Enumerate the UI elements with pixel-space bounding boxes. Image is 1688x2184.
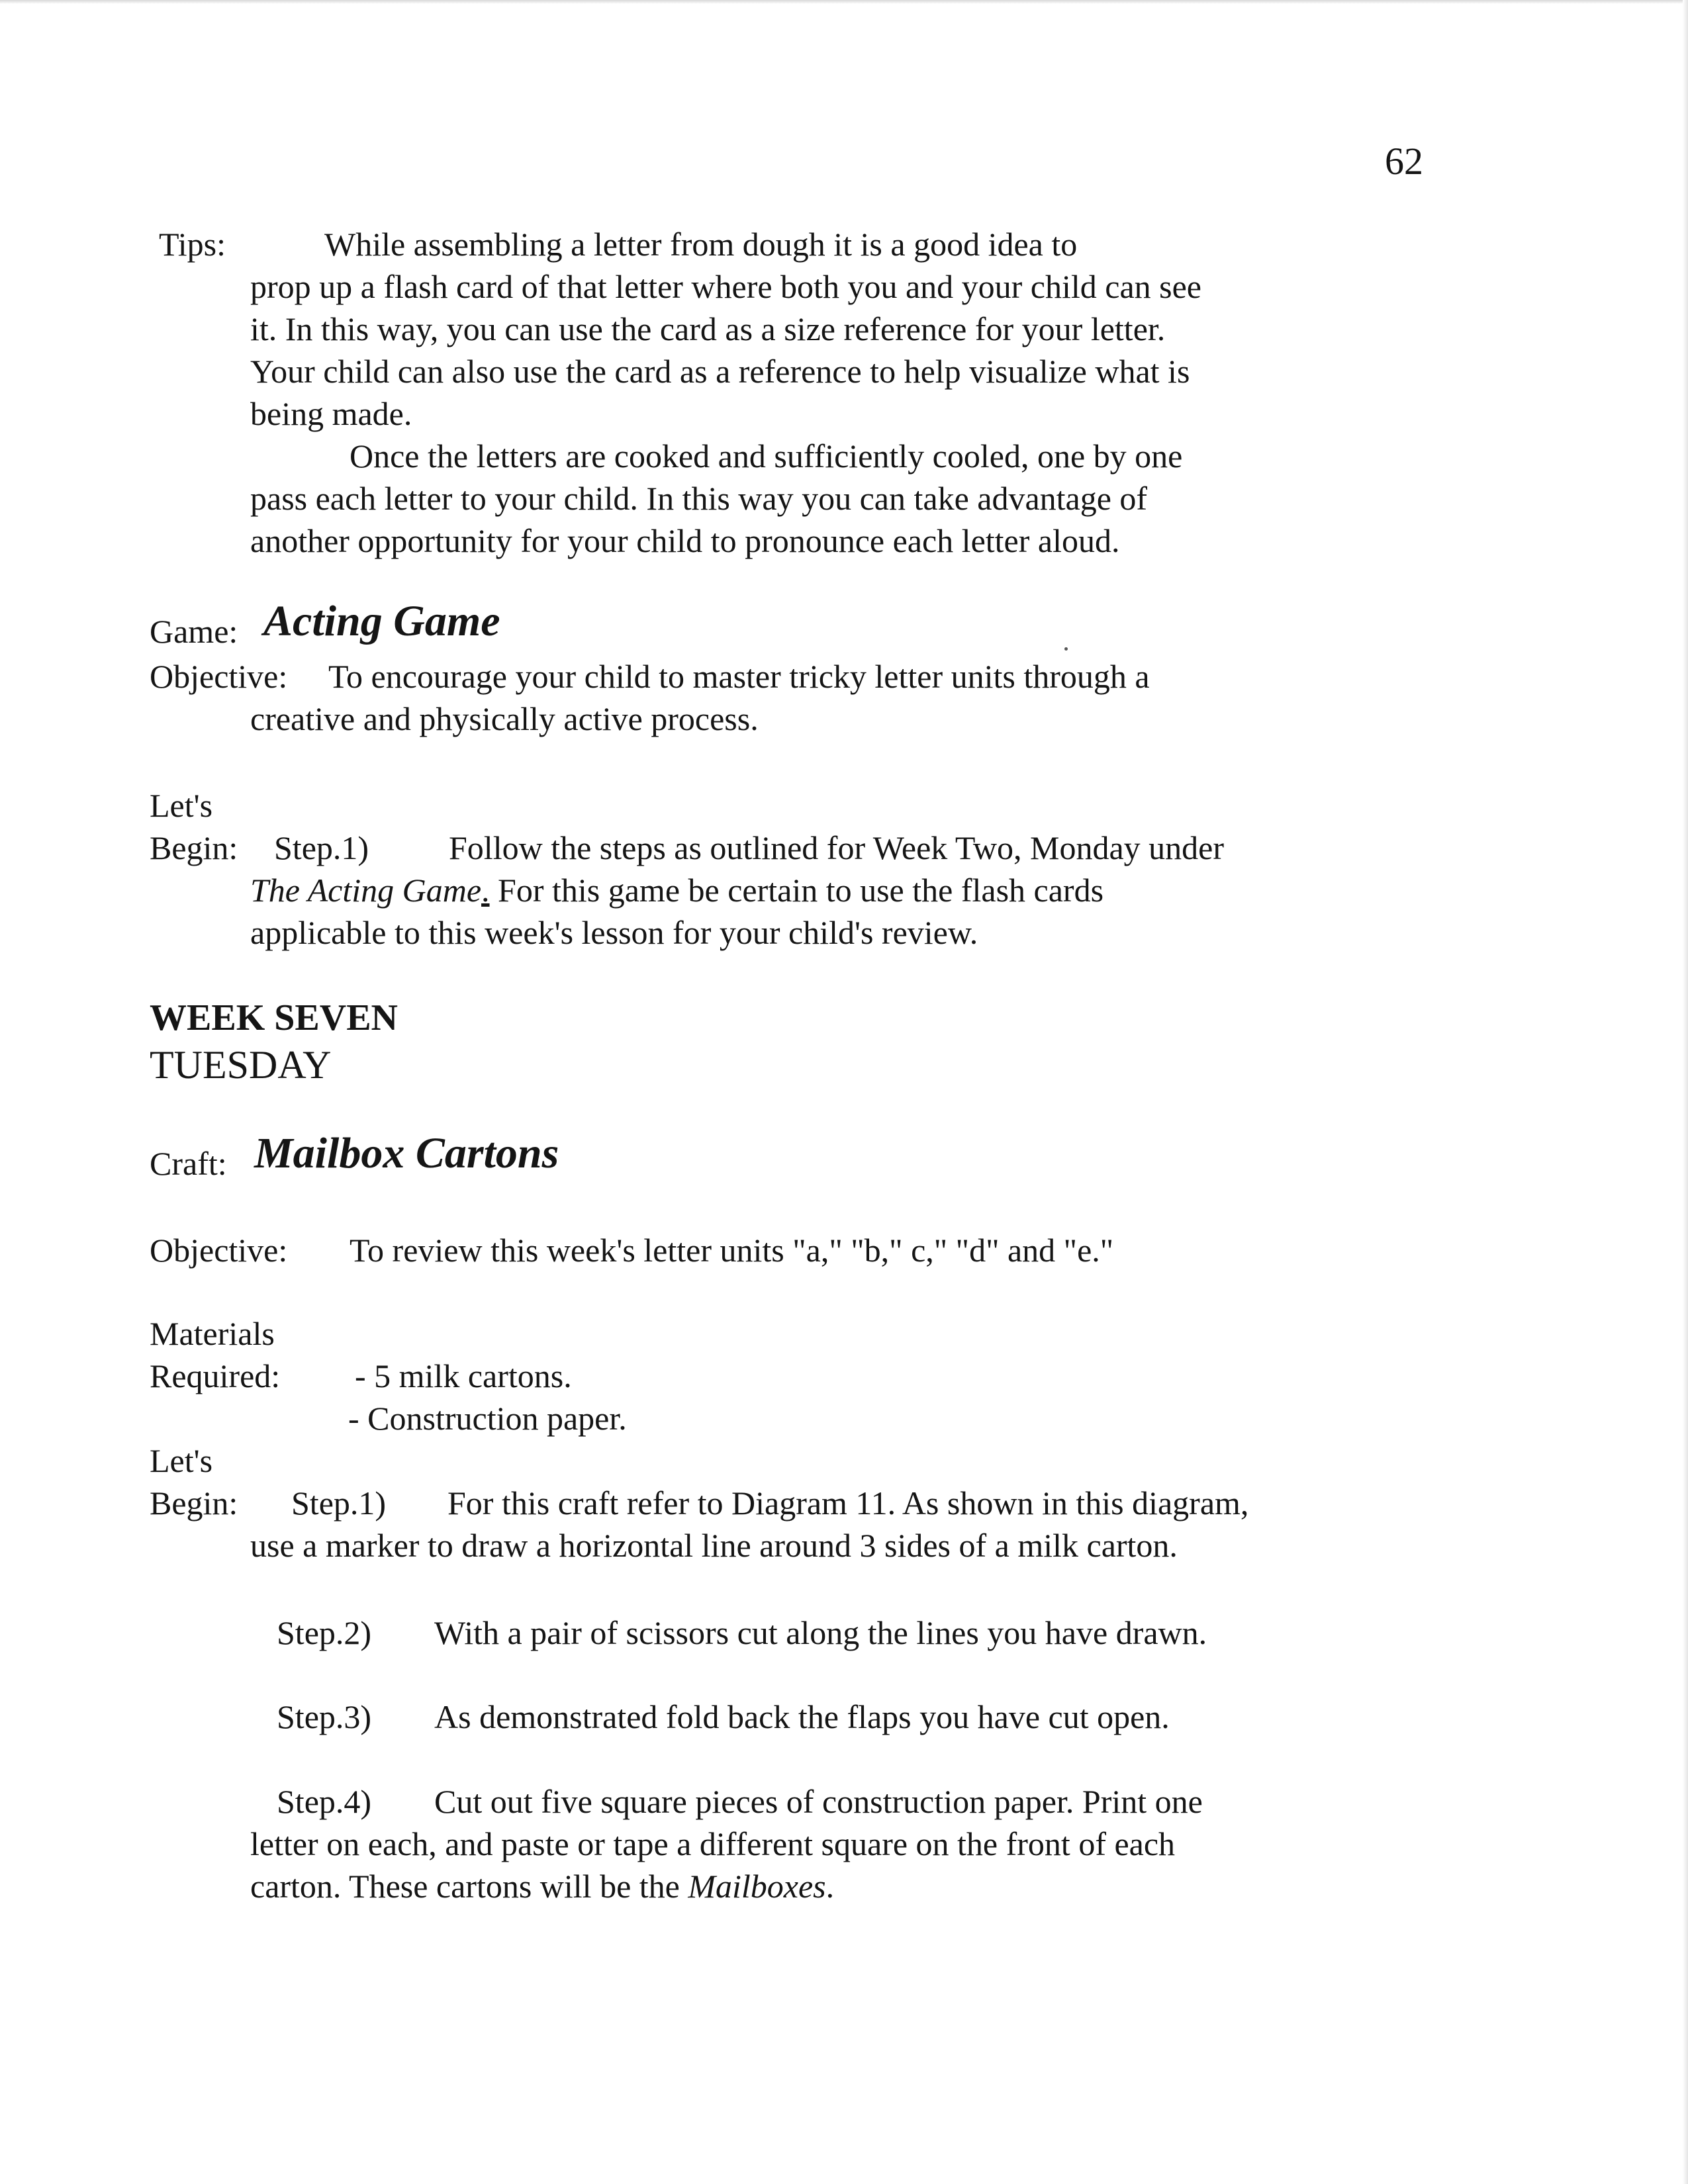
craft-objective-label: Objective: [150,1232,288,1269]
reference-period: . [481,872,490,909]
required-label: Required: [150,1357,281,1394]
craft-begin-label: Begin: [150,1484,238,1522]
game-step-line: Follow the steps as outlined for Week Two, Monday under [449,829,1225,866]
game-step-line: applicable to this week's lesson for your child's review. [250,914,978,951]
game-begin-label: Begin: [150,829,238,866]
craft-step-line-suffix: . [825,1868,835,1905]
tips-label: Tips: [159,226,226,263]
page-number: 62 [1385,140,1423,183]
craft-title: Mailbox Cartons [254,1129,559,1177]
craft-step-line [250,1865,834,1907]
tips-line: Your child can also use the card as a reference to help visualize what is [250,353,1190,390]
tips-line: prop up a flash card of that letter where both you and your child can see [250,268,1201,305]
tips-line: pass each letter to your child. In this way you can take advantage of [250,480,1148,517]
craft-objective-text: To review this week's letter units "a," "b," c," "d" and "e." [350,1232,1114,1269]
scan-edge-right [1683,0,1688,2184]
craft-step-line: With a pair of scissors cut along the lines you have drawn. [434,1614,1207,1651]
day-heading: TUESDAY [150,1043,332,1087]
materials-label: Materials [150,1315,275,1352]
craft-step-line: use a marker to draw a horizontal line around 3 sides of a milk carton. [250,1527,1178,1564]
game-step-line-rest: For this game be certain to use the flash cards [489,872,1104,909]
craft-step-label: Step.2) [277,1614,372,1651]
week-heading: WEEK SEVEN [150,997,398,1038]
game-step-line [250,869,1103,911]
tips-line: Once the letters are cooked and sufficiently cooled, one by one [350,437,1183,475]
tips-line: another opportunity for your child to pronounce each letter aloud. [250,522,1120,559]
tips-line: While assembling a letter from dough it is a good idea to [324,226,1078,263]
game-title: Acting Game [263,597,500,645]
scan-edge-top [0,0,1688,4]
game-label: Game: [150,613,238,650]
craft-step-label: Step.1) [291,1484,387,1522]
acting-game-reference: The Acting Game [250,872,482,909]
materials-item: - 5 milk cartons. [355,1357,572,1394]
craft-step-label: Step.4) [277,1783,372,1820]
tips-line: being made. [250,395,412,432]
craft-step-line-prefix: carton. These cartons will be the [250,1868,688,1905]
craft-step-line: Cut out five square pieces of construction paper. Print one [434,1783,1203,1820]
scan-speck [1064,647,1068,651]
materials-item: - Construction paper. [348,1400,627,1437]
craft-step-line: For this craft refer to Diagram 11. As shown in this diagram, [447,1484,1249,1522]
craft-step-line: letter on each, and paste or tape a different square on the front of each [250,1825,1176,1862]
game-objective-line: creative and physically active process. [250,700,759,737]
tips-line: it. In this way, you can use the card as a size reference for your letter. [250,310,1166,347]
game-step-label: Step.1) [274,829,369,866]
craft-label: Craft: [150,1145,227,1182]
game-objective-label: Objective: [150,658,288,695]
craft-lets-label: Let's [150,1442,213,1479]
mailboxes-term: Mailboxes [688,1868,826,1905]
game-lets-label: Let's [150,787,213,824]
craft-step-line: As demonstrated fold back the flaps you have cut open. [434,1698,1170,1735]
craft-step-label: Step.3) [277,1698,372,1735]
game-objective-line: To encourage your child to master tricky letter units through a [328,658,1150,695]
